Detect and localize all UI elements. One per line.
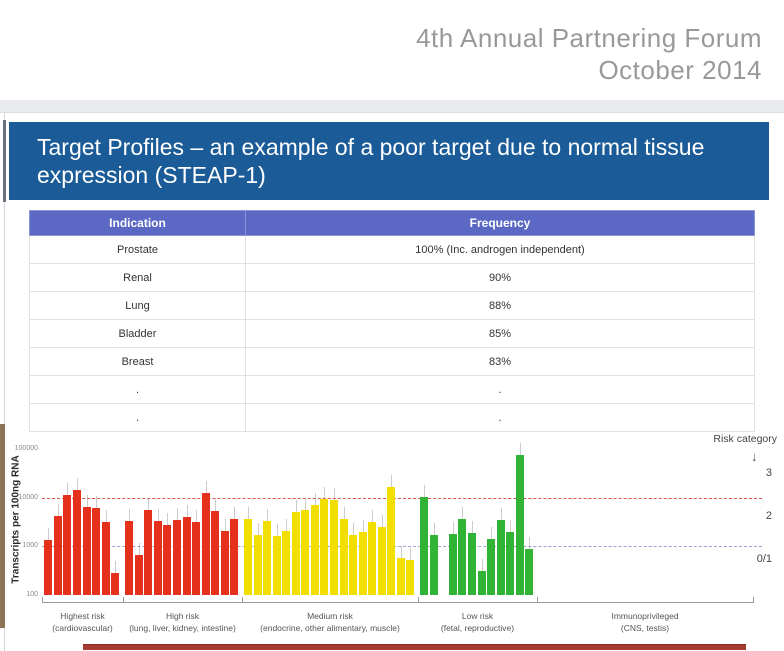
error-whisker [353, 523, 354, 535]
error-whisker [434, 523, 435, 535]
expression-bar [525, 549, 533, 595]
error-whisker [167, 513, 168, 525]
error-whisker [87, 495, 88, 507]
error-whisker [286, 519, 287, 531]
expression-bar [506, 532, 514, 595]
expression-bar [183, 517, 191, 595]
error-whisker [305, 498, 306, 510]
error-whisker [462, 507, 463, 519]
table-cell: 90% [246, 264, 755, 292]
expression-bar [387, 487, 395, 595]
x-axis-tick [418, 597, 419, 603]
expression-bar [144, 510, 152, 595]
expression-bar [92, 508, 100, 595]
banner-left-edge [3, 120, 6, 202]
expression-bar [102, 522, 110, 595]
expression-bar [154, 521, 162, 595]
risk-group-label [388, 610, 568, 634]
x-axis-tick [537, 597, 538, 603]
expression-bar [282, 531, 290, 595]
slide-title-banner [9, 122, 769, 200]
indication-frequency-table [29, 210, 755, 432]
error-whisker [510, 520, 511, 532]
expression-bar [311, 505, 319, 595]
risk-group-tissues: (fetal, reproductive) [440, 623, 515, 633]
risk-group-tissues: (CNS, testis) [620, 623, 670, 633]
table-cell: Breast [30, 348, 246, 376]
expression-bar [273, 536, 281, 595]
error-whisker [96, 496, 97, 508]
table-cell: 88% [246, 292, 755, 320]
y-axis-tick-label: 100000 [14, 445, 38, 453]
table-cell: Prostate [30, 236, 246, 264]
expression-bar [221, 531, 229, 595]
table-row [30, 348, 755, 376]
expression-bar [516, 455, 524, 595]
expression-bar [163, 525, 171, 595]
error-whisker [410, 548, 411, 560]
expression-bar [320, 499, 328, 595]
table-cell: Renal [30, 264, 246, 292]
expression-bar [458, 519, 466, 595]
table-row [30, 404, 755, 432]
table-cell: Lung [30, 292, 246, 320]
table-row [30, 376, 755, 404]
x-axis-tick [123, 597, 124, 603]
expression-bar [449, 534, 457, 595]
error-whisker [48, 528, 49, 540]
error-whisker [67, 483, 68, 495]
error-whisker [453, 522, 454, 534]
error-whisker [139, 543, 140, 555]
column-header: Indication [30, 211, 246, 236]
expression-bar [125, 521, 133, 595]
error-whisker [296, 500, 297, 512]
expression-bar [211, 511, 219, 595]
error-whisker [324, 487, 325, 499]
error-whisker [344, 507, 345, 519]
error-whisker [424, 485, 425, 497]
error-whisker [234, 507, 235, 519]
video-left-artifact [0, 424, 5, 628]
risk-boundary-line [42, 498, 762, 499]
down-arrow-icon: ↓ [751, 449, 758, 464]
expression-bar [301, 510, 309, 595]
error-whisker [196, 510, 197, 522]
error-whisker [177, 508, 178, 520]
error-whisker [148, 498, 149, 510]
error-whisker [158, 509, 159, 521]
risk-group-name: Low risk [461, 611, 494, 621]
error-whisker [225, 519, 226, 531]
error-whisker [520, 443, 521, 455]
x-axis-tick [753, 597, 754, 603]
table-cell: . [246, 376, 755, 404]
forum-title: 4th Annual Partnering Forum [416, 23, 762, 53]
expression-bar [54, 516, 62, 595]
table-cell: Bladder [30, 320, 246, 348]
risk-level-value: 2 [765, 510, 772, 522]
error-whisker [129, 509, 130, 521]
expression-bar [368, 522, 376, 595]
error-whisker [206, 481, 207, 493]
risk-group-tissues: (lung, liver, kidney, intestine) [129, 623, 236, 633]
error-whisker [77, 478, 78, 490]
expression-bar [478, 571, 486, 595]
expression-bar [83, 507, 91, 595]
error-whisker [401, 546, 402, 558]
table-row [30, 292, 755, 320]
error-whisker [482, 559, 483, 571]
table-header-row [30, 211, 755, 236]
risk-group-label [93, 610, 273, 634]
expression-bar [468, 533, 476, 595]
expression-bar [378, 527, 386, 595]
expression-bar [359, 532, 367, 595]
expression-bar [397, 558, 405, 595]
expression-bar [202, 493, 210, 595]
risk-group-name: Medium risk [307, 611, 353, 621]
error-whisker [372, 510, 373, 522]
risk-group-label [0, 610, 173, 634]
slide-title: Target Profiles – an example of a poor target due to normal tissue expression (STEAP-1) [37, 134, 705, 188]
y-axis-tick-label: 100 [26, 591, 38, 598]
error-whisker [267, 509, 268, 521]
expression-bar [292, 512, 300, 595]
expression-bar [406, 560, 414, 595]
table-cell: 83% [246, 348, 755, 376]
expression-bar [73, 490, 81, 595]
error-whisker [215, 499, 216, 511]
risk-group-name: High risk [165, 611, 200, 621]
expression-bar [244, 519, 252, 595]
forum-header [416, 22, 762, 86]
column-header: Frequency [246, 211, 755, 236]
expression-bar [487, 539, 495, 595]
expression-bar [497, 520, 505, 595]
table-body [30, 236, 755, 432]
table-row [30, 236, 755, 264]
risk-group-name: Immunoprivileged [611, 611, 679, 621]
expression-bar [420, 497, 428, 595]
expression-bar [330, 500, 338, 595]
error-whisker [187, 505, 188, 517]
expression-bar [111, 573, 119, 595]
error-whisker [248, 507, 249, 519]
error-whisker [491, 527, 492, 539]
error-whisker [258, 523, 259, 535]
expression-bar [63, 495, 71, 595]
error-whisker [106, 510, 107, 522]
error-whisker [529, 537, 530, 549]
slide-top-edge [0, 100, 784, 113]
expression-bar [340, 519, 348, 595]
table-cell: 100% (Inc. androgen independent) [246, 236, 755, 264]
error-whisker [315, 493, 316, 505]
risk-group-label [555, 610, 735, 634]
expression-bar [430, 535, 438, 595]
error-whisker [382, 515, 383, 527]
expression-bar [192, 522, 200, 595]
expression-bar [135, 555, 143, 595]
table-cell: . [30, 376, 246, 404]
risk-boundary-line [42, 546, 762, 547]
y-axis-label: Transcripts per 100ng RNA [10, 455, 22, 584]
bottom-red-bar [83, 644, 746, 650]
table-row [30, 264, 755, 292]
expression-bar [254, 535, 262, 595]
error-whisker [501, 508, 502, 520]
x-axis-line [42, 602, 753, 603]
x-axis-tick [242, 597, 243, 603]
table-head [30, 211, 755, 236]
y-axis-tick-label: 10000 [18, 493, 38, 501]
risk-group-name: Highest risk [60, 611, 105, 621]
error-whisker [391, 475, 392, 487]
risk-group-label [240, 610, 420, 634]
error-whisker [472, 521, 473, 533]
risk-level-value: 3 [765, 467, 772, 479]
expression-bar [173, 520, 181, 595]
risk-category-title: Risk category [713, 433, 777, 445]
expression-bar [263, 521, 271, 595]
table-cell: . [246, 404, 755, 432]
forum-date: October 2014 [598, 55, 762, 85]
y-axis-tick-label: 1000 [22, 542, 38, 550]
risk-group-tissues: (endocrine, other alimentary, muscle) [260, 623, 400, 633]
expression-bar [44, 540, 52, 595]
x-axis-tick [42, 597, 43, 603]
error-whisker [115, 561, 116, 573]
table-cell: 85% [246, 320, 755, 348]
table-cell: . [30, 404, 246, 432]
expression-bar [349, 535, 357, 595]
risk-level-value: 0/1 [756, 553, 772, 565]
expression-bar [230, 519, 238, 595]
table-row [30, 320, 755, 348]
error-whisker [363, 520, 364, 532]
risk-group-tissues: (cardiovascular) [52, 623, 113, 633]
error-whisker [58, 504, 59, 516]
error-whisker [277, 524, 278, 536]
error-whisker [334, 488, 335, 500]
